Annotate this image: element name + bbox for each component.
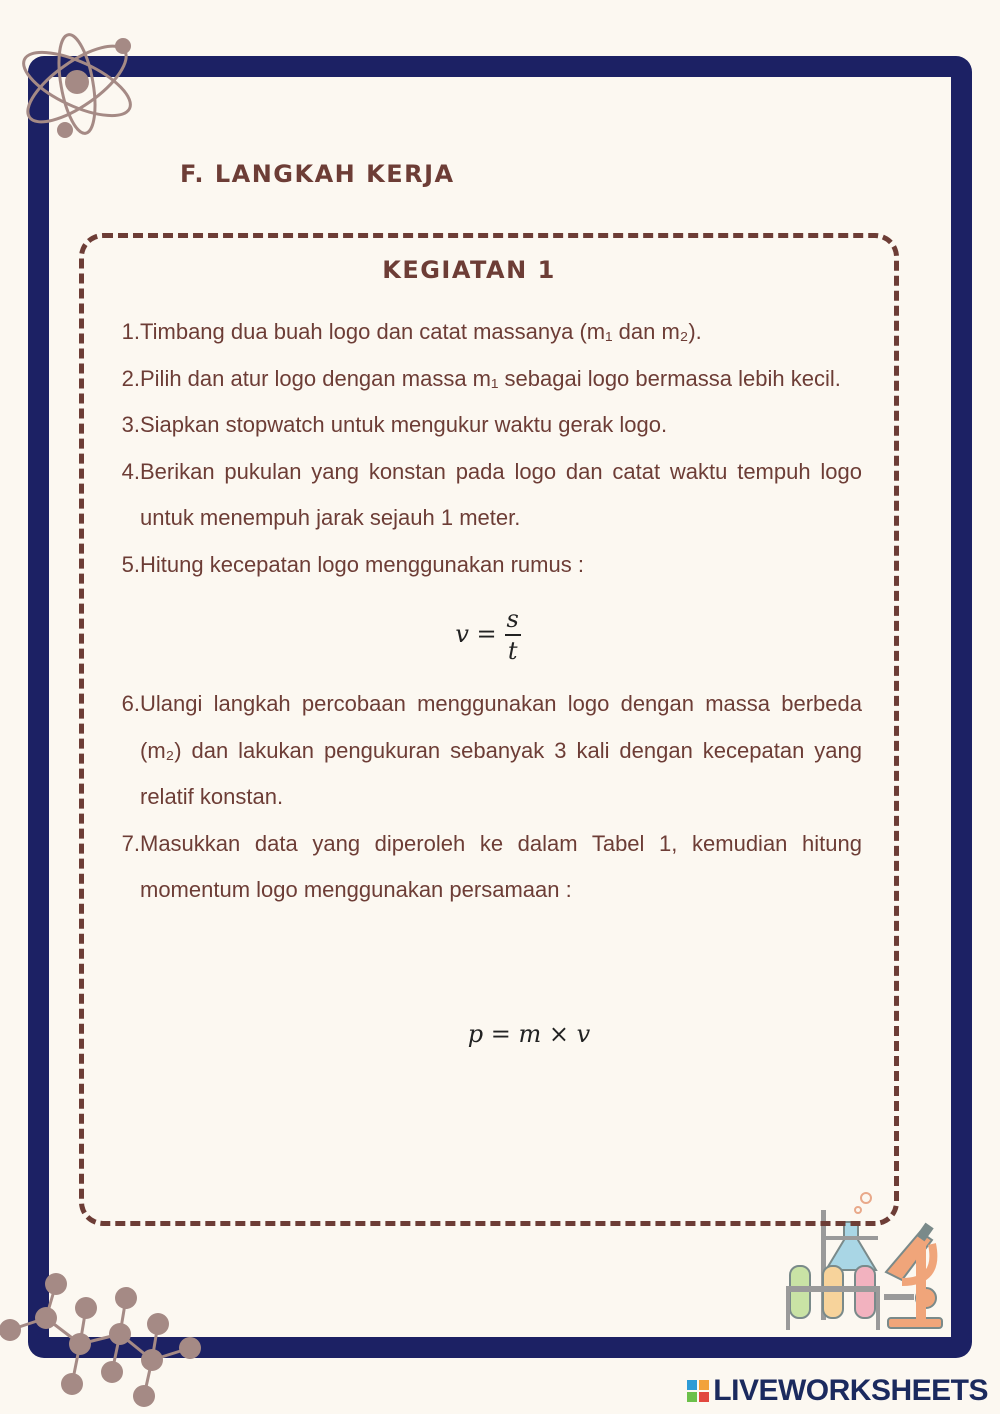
velocity-fraction [505, 604, 521, 666]
step-item [114, 542, 862, 589]
step-item [114, 402, 862, 449]
velocity-formula [114, 588, 862, 681]
step-number: 7. [121, 830, 140, 856]
step-number: 1. [121, 319, 140, 344]
step-number: 6. [121, 691, 140, 716]
brand-text: LIVEWORKSHEETS [713, 1374, 988, 1407]
step-item [114, 681, 862, 821]
step-text: Siapkan stopwatch untuk mengukur waktu gerak logo. [140, 412, 668, 437]
velocity-formula-lhs: v = [455, 620, 497, 649]
step-text: Berikan pukulan yang konstan pada logo dan catat waktu tempuh logo untuk menempuh jarak sejauh 1 meter. [140, 458, 862, 530]
momentum-formula: p = m × v [467, 1020, 591, 1048]
atom-icon [12, 32, 144, 148]
step-number: 3. [121, 412, 140, 437]
step-text: Hitung kecepatan logo menggunakan rumus : [140, 551, 584, 577]
step-text: Pilih dan atur logo dengan massa m₁ sebagai logo bermassa lebih kecil. [140, 365, 841, 391]
step-text: Masukkan data yang diperoleh ke dalam Tabel 1, kemudian hitung momentum logo menggunakan persamaan : [140, 830, 862, 902]
step-text: Ulangi langkah percobaan menggunakan logo dengan massa berbeda (m₂) dan lakukan pengukuran sebanyak 3 kali dengan kecepatan yang relatif konstan. [140, 691, 862, 809]
molecule-icon [0, 1268, 210, 1414]
fraction-numerator: s [506, 604, 519, 633]
step-text: Timbang dua buah logo dan catat massanya (m₁ dan m₂). [140, 319, 702, 344]
brand-logo[interactable] [687, 1374, 988, 1408]
step-number: 5. [121, 551, 140, 577]
step-item [114, 449, 862, 542]
section-title: F. LANGKAH KERJA [180, 160, 455, 188]
step-number: 2. [121, 365, 140, 391]
step-item [114, 821, 862, 914]
activity-title: KEGIATAN 1 [382, 256, 556, 284]
steps-list [114, 309, 862, 914]
step-item [114, 356, 862, 403]
fraction-denominator: t [507, 636, 518, 665]
step-item [114, 309, 862, 356]
liveworksheets-icon [687, 1380, 709, 1402]
step-number: 4. [121, 458, 140, 484]
